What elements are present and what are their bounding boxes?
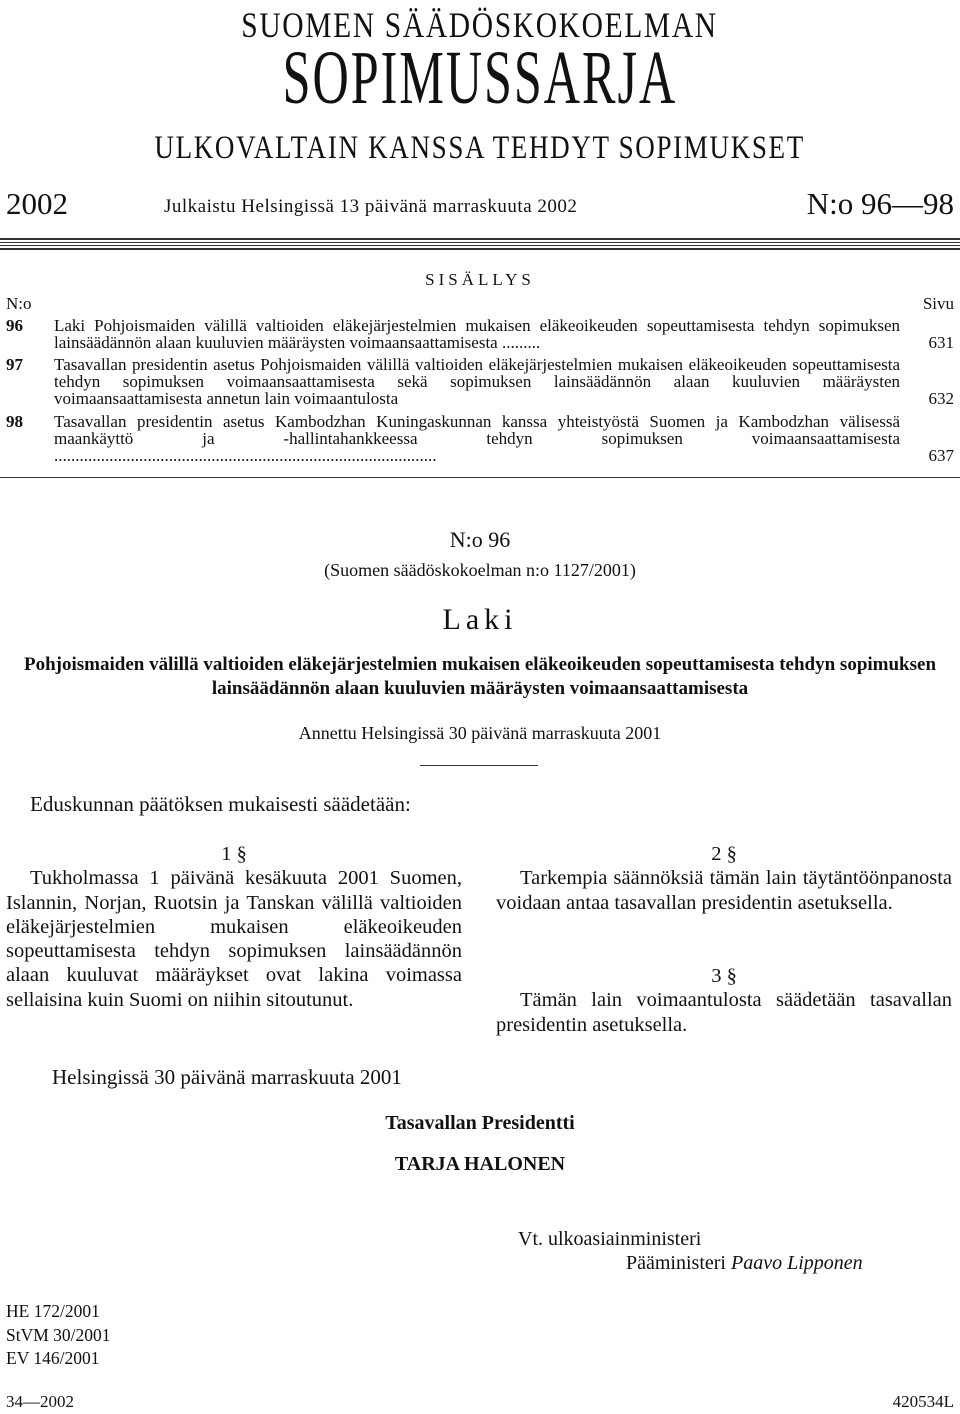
law-section bbox=[6, 842, 462, 1012]
section-heading: 3 § bbox=[711, 965, 737, 987]
toc-item-page: 631 bbox=[928, 333, 954, 352]
header-rule bbox=[0, 248, 960, 250]
issue-year: 2002 bbox=[6, 186, 68, 221]
footer-left: 34—2002 bbox=[6, 1392, 74, 1411]
series-top-title: SUOMEN SÄÄDÖSKOKOELMAN bbox=[241, 5, 719, 45]
toc-number-label: N:o bbox=[6, 294, 32, 313]
header-rule bbox=[0, 238, 960, 240]
toc-item-number: 98 bbox=[6, 412, 23, 431]
law-given-date: Annettu Helsingissä 30 päivänä marraskuuta 2001 bbox=[298, 723, 662, 743]
minister-signature bbox=[626, 1252, 863, 1275]
footer-right: 420534L bbox=[892, 1392, 954, 1411]
toc-item-page: 637 bbox=[928, 446, 954, 465]
publication-date: Julkaistu Helsingissä 13 päivänä marraskuuta 2002 bbox=[164, 196, 578, 217]
signing-place-date: Helsingissä 30 päivänä marraskuuta 2001 bbox=[52, 1065, 402, 1089]
toc-item-text: Tasavallan presidentin asetus Kambodzhan Kuningaskunnan kanssa yhteistyöstä Suomen ja Kambodzhan välisessä maankäyttö ja -hallintahankkeessa tehdyn sopimuksen voimaansaattamisesta .......................................................................................... bbox=[54, 412, 900, 465]
section-text: Tämän lain voimaantulosta säädetään tasavallan presidentin asetuksella. bbox=[496, 989, 952, 1036]
section-heading: 2 § bbox=[711, 843, 737, 865]
toc-rule bbox=[0, 477, 960, 478]
toc-item-text: Laki Pohjoismaiden välillä valtioiden eläkejärjestelmien mukaisen eläkeoikeuden sopeuttamisesta tehdyn sopimuksen lainsäädännön alaan kuuluvien määräysten voimaansaattamisesta ......... bbox=[54, 316, 900, 352]
enactment-clause: Eduskunnan päätöksen mukaisesti säädetään: bbox=[30, 792, 411, 816]
law-type: Laki bbox=[442, 603, 518, 636]
minister-title: Vt. ulkoasiainministeri bbox=[518, 1228, 702, 1250]
section-text: Tarkempia säännöksiä tämän lain täytäntöönpanosta voidaan antaa tasavallan presidentin asetuksella. bbox=[496, 867, 952, 914]
law-title: Pohjoismaiden välillä valtioiden eläkejärjestelmien mukaisen eläkeoikeuden sopeuttamisesta tehdyn sopimuksen lainsäädännön alaan kuuluvien määräysten voimaansaattamisesta bbox=[23, 654, 937, 699]
toc-item-number: 97 bbox=[6, 355, 23, 374]
president-title: Tasavallan Presidentti bbox=[385, 1112, 575, 1134]
toc-item-page: 632 bbox=[928, 389, 954, 408]
law-source: (Suomen säädöskokoelman n:o 1127/2001) bbox=[324, 560, 636, 580]
minister-role: Pääministeri bbox=[626, 1252, 726, 1274]
minister-name: Paavo Lipponen bbox=[730, 1252, 863, 1274]
legislative-references bbox=[6, 1300, 111, 1371]
reference: HE 172/2001 bbox=[6, 1301, 100, 1321]
section-heading: 1 § bbox=[221, 843, 247, 865]
issue-numbers: N:o 96—98 bbox=[806, 186, 954, 221]
series-main-title: SOPIMUSSARJA bbox=[282, 36, 678, 120]
law-section bbox=[496, 842, 952, 915]
header-rule bbox=[0, 245, 960, 246]
header-rule bbox=[0, 242, 960, 243]
law-section bbox=[496, 964, 952, 1037]
reference: EV 146/2001 bbox=[6, 1348, 100, 1368]
toc-heading: SISÄLLYS bbox=[425, 270, 535, 289]
toc-item-number: 96 bbox=[6, 316, 23, 335]
reference: StVM 30/2001 bbox=[6, 1324, 111, 1345]
president-name: TARJA HALONEN bbox=[394, 1153, 566, 1175]
separator bbox=[420, 765, 538, 766]
section-text: Tukholmassa 1 päivänä kesäkuuta 2001 Suomen, Islannin, Norjan, Ruotsin ja Tanskan välillä valtioiden eläkejärjestelmien mukaisen eläkeoikeuden sopeuttamisesta tehdyn sopimuksen lainsäädännön alaan kuuluvat määräykset ovat lakina voimassa sellaisina kuin Suomi on niihin sitoutunut. bbox=[6, 867, 462, 1011]
series-subtitle: ULKOVALTAIN KANSSA TEHDYT SOPIMUKSET bbox=[154, 130, 806, 166]
law-number: N:o 96 bbox=[449, 527, 511, 552]
toc-page-label: Sivu bbox=[922, 294, 954, 313]
toc-item-text: Tasavallan presidentin asetus Pohjoismaiden välillä valtioiden eläkejärjestelmien mukaisen eläkeoikeuden sopeuttamisesta tehdyn sopimuksen voimaansaattamisesta sekä sopimuksen lainsäädännön alaan kuuluvien määräysten voimaansaattamisesta annetun lain voimaantulosta bbox=[54, 355, 900, 408]
